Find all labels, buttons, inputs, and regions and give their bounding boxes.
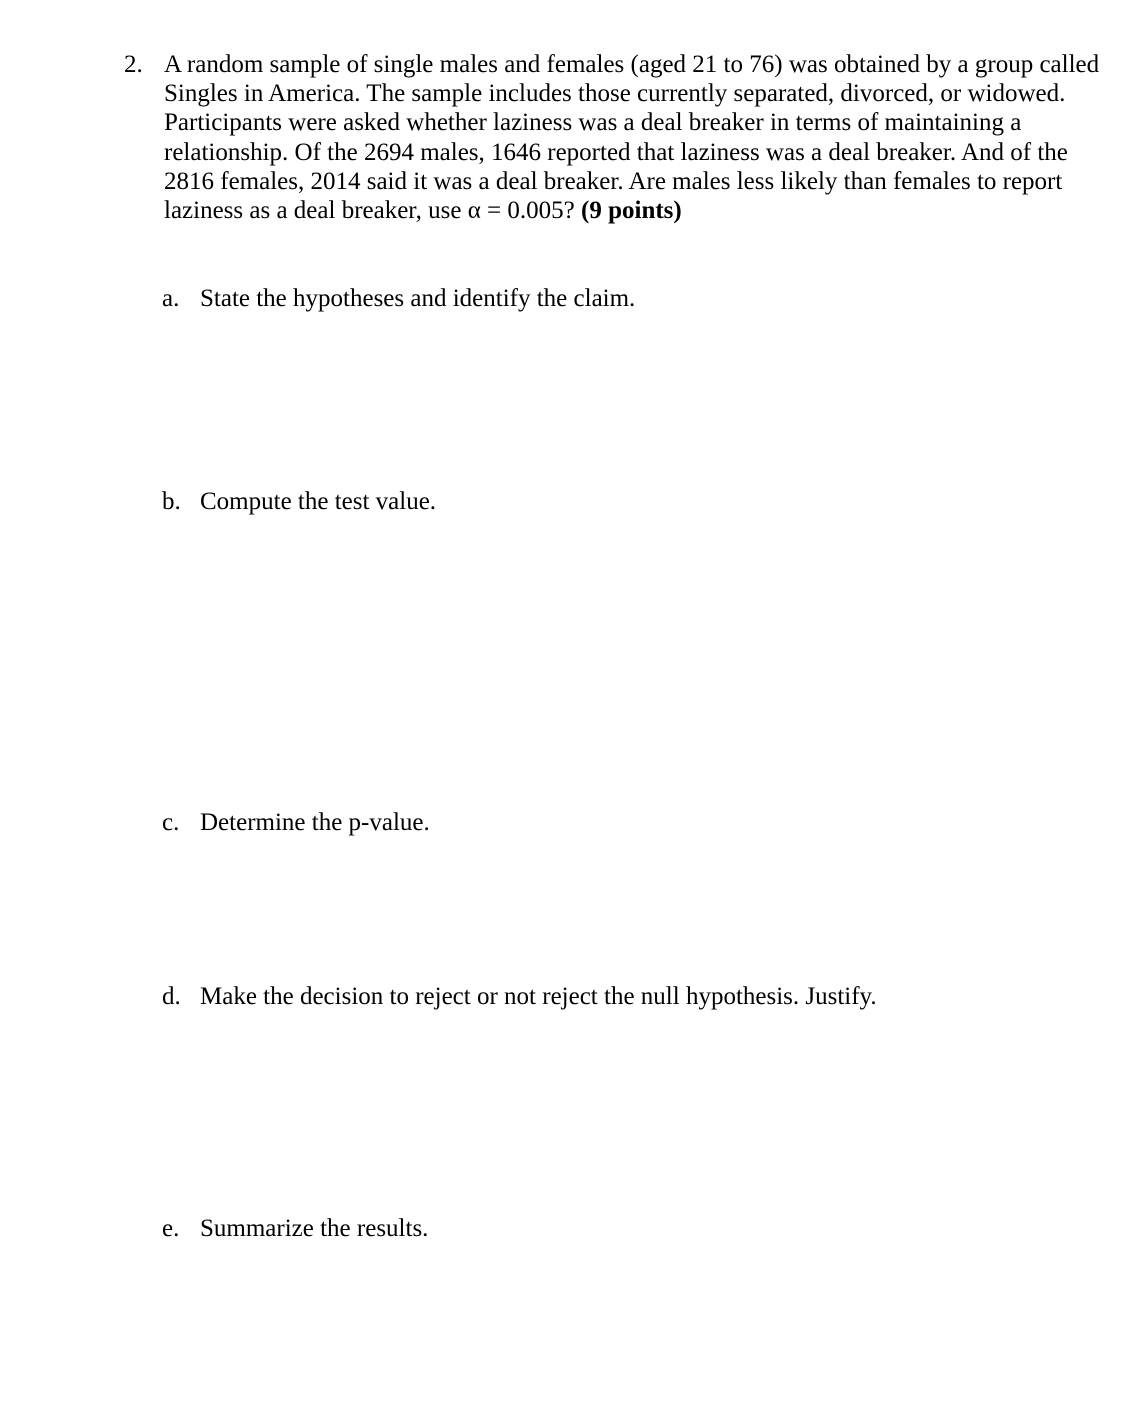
question-line: laziness as a deal breaker, use α = 0.005? <box>164 197 575 225</box>
part-letter: e. <box>162 1215 180 1242</box>
part-text: State the hypotheses and identify the claim. <box>200 285 636 312</box>
part-a <box>162 284 635 314</box>
part-letter: b. <box>162 488 181 515</box>
question-line: 2816 females, 2014 said it was a deal breaker. Are males less likely than females to report <box>164 167 1063 195</box>
part-text: Summarize the results. <box>200 1215 429 1242</box>
question-text <box>164 50 1124 225</box>
part-e <box>162 1214 428 1244</box>
part-text: Make the decision to reject or not reject the null hypothesis. Justify. <box>200 983 877 1010</box>
question-line: A random sample of single males and females (aged 21 to 76) was obtained by a group called <box>164 51 1100 78</box>
points-label: (9 points) <box>581 197 682 225</box>
part-text: Compute the test value. <box>200 488 437 515</box>
part-text: Determine the p-value. <box>200 809 430 836</box>
question-line: relationship. Of the 2694 males, 1646 reported that laziness was a deal breaker. And of the <box>164 138 1068 166</box>
part-d <box>162 982 877 1012</box>
part-letter: d. <box>162 983 181 1010</box>
part-b <box>162 487 436 517</box>
question-line: Singles in America. The sample includes those currently separated, divorced, or widowed. <box>164 80 1066 108</box>
question-last-line <box>164 196 1124 225</box>
part-letter: c. <box>162 809 180 836</box>
question-line: Participants were asked whether laziness was a deal breaker in terms of maintaining a <box>164 109 1022 137</box>
question-number: 2. <box>124 51 143 78</box>
part-letter: a. <box>162 285 180 312</box>
part-c <box>162 808 430 838</box>
